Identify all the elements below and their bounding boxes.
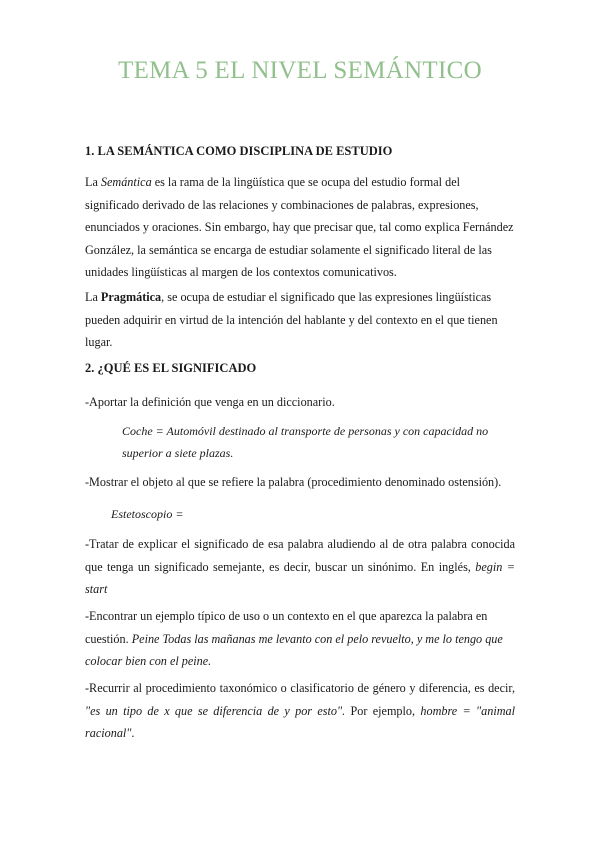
pragmatica-term: Pragmática xyxy=(100,290,162,304)
item-4-text: -Encontrar un ejemplo típico de uso o un contexto en el que aparezca la palabra en cuestión. xyxy=(85,609,488,646)
item-5-text: -Recurrir al procedimiento taxonómico o clasificatorio de género y diferencia, es decir, xyxy=(85,681,515,695)
pragmatica-paragraph xyxy=(85,286,515,354)
item-3-example: begin = start xyxy=(85,559,515,596)
item-2-example: Estetoscopio = xyxy=(111,507,184,521)
p1-rest: es la rama de la lingüística que se ocupa del estudio formal del significado derivado de las relaciones y combinaciones de palabras, expresiones, enunciados y oraciones. Sin embargo, hay que precisar que, tal como explica Fernández González, la semántica se encarga de estudiar solamente el significado literal de las unidades lingüísticas al margen de los contextos comunicativos. xyxy=(85,175,514,279)
p1-lead: La xyxy=(85,175,101,189)
item-4-example: Peine Todas las mañanas me levanto con el pelo revuelto, y me lo tengo que colocar bien con el peine. xyxy=(85,631,503,668)
semantica-term: Semántica xyxy=(100,175,152,189)
item-3-text: -Tratar de explicar el significado de esa palabra aludiendo al de otra palabra conocida que tenga un significado semejante, es decir, buscar un sinónimo. En inglés, xyxy=(85,537,515,574)
item-4-context xyxy=(85,605,515,673)
item-5-end: . xyxy=(131,726,135,740)
page-title: TEMA 5 EL NIVEL SEMÁNTICO xyxy=(118,57,482,84)
item-2-ostension: -Mostrar el objeto al que se refiere la palabra (procedimiento denominado ostensión). xyxy=(85,475,502,489)
item-3-synonym xyxy=(85,533,515,601)
p2-lead: La xyxy=(85,290,101,304)
item-5-taxonomy xyxy=(85,677,515,745)
semantica-paragraph xyxy=(85,171,515,284)
item-1-definition: -Aportar la definición que venga en un diccionario. xyxy=(85,395,335,409)
section-2-heading: 2. ¿QUÉ ES EL SIGNIFICADO xyxy=(85,361,257,375)
p2-rest: , se ocupa de estudiar el significado que las expresiones lingüísticas pueden adquirir en virtud de la intención del hablante y del contexto en el que tienen lugar. xyxy=(85,290,498,349)
item-5-quote: "es un tipo de x que se diferencia de y por esto". xyxy=(85,703,346,718)
item-1-example: Coche = Automóvil destinado al transporte de personas y con capacidad no superior a siete plazas. xyxy=(122,424,489,460)
section-1-heading: 1. LA SEMÁNTICA COMO DISCIPLINA DE ESTUDIO xyxy=(85,144,393,158)
item-5-example: hombre = "animal racional" xyxy=(85,703,515,740)
item-5-mid: Por ejemplo, xyxy=(345,703,421,718)
